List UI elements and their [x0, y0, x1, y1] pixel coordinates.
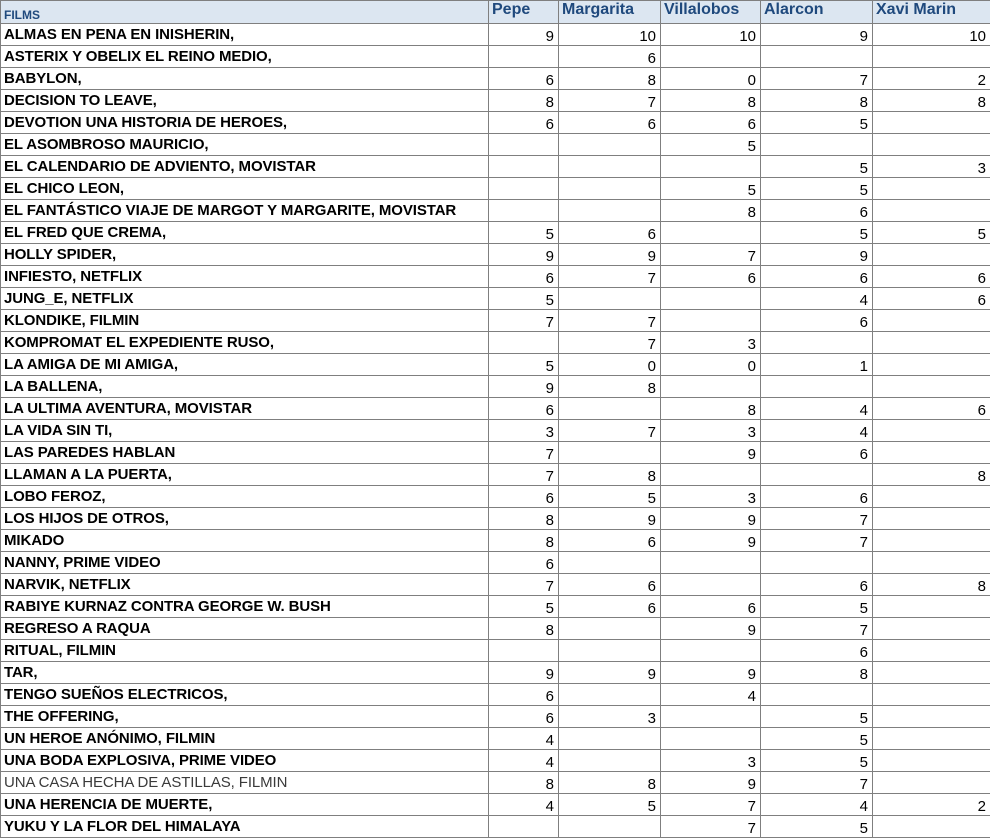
score-cell-margarita[interactable] [559, 816, 661, 838]
score-cell-alarcon[interactable] [761, 552, 873, 574]
score-cell-villalobos[interactable]: 9 [661, 618, 761, 640]
score-cell-pepe[interactable] [489, 816, 559, 838]
table-row [1, 288, 990, 310]
score-cell-xavi-marin[interactable] [873, 178, 990, 200]
film-title-cell[interactable]: BABYLON, [1, 68, 489, 90]
table-row [1, 596, 990, 618]
score-cell-xavi-marin[interactable] [873, 420, 990, 442]
score-cell-margarita[interactable]: 8 [559, 376, 661, 398]
table-row [1, 310, 990, 332]
score-cell-villalobos[interactable] [661, 552, 761, 574]
film-title-cell[interactable]: UNA CASA HECHA DE ASTILLAS, FILMIN [1, 772, 489, 794]
table-row [1, 684, 990, 706]
score-cell-xavi-marin[interactable] [873, 376, 990, 398]
table-row [1, 618, 990, 640]
score-cell-pepe[interactable] [489, 134, 559, 156]
score-cell-alarcon[interactable]: 6 [761, 200, 873, 222]
film-title-cell[interactable]: LA BALLENA, [1, 376, 489, 398]
film-title-cell[interactable]: UN HEROE ANÓNIMO, FILMIN [1, 728, 489, 750]
score-cell-xavi-marin[interactable]: 6 [873, 398, 990, 420]
film-title-cell[interactable]: LOBO FEROZ, [1, 486, 489, 508]
score-cell-pepe[interactable]: 8 [489, 618, 559, 640]
film-title-cell[interactable]: UNA BODA EXPLOSIVA, PRIME VIDEO [1, 750, 489, 772]
score-cell-xavi-marin[interactable] [873, 486, 990, 508]
film-title-cell[interactable]: DEVOTION UNA HISTORIA DE HEROES, [1, 112, 489, 134]
score-cell-margarita[interactable]: 7 [559, 420, 661, 442]
score-cell-margarita[interactable] [559, 750, 661, 772]
score-cell-alarcon[interactable]: 5 [761, 178, 873, 200]
score-cell-alarcon[interactable]: 4 [761, 420, 873, 442]
table-row [1, 24, 990, 46]
score-cell-alarcon[interactable]: 7 [761, 508, 873, 530]
score-cell-pepe[interactable]: 6 [489, 684, 559, 706]
score-cell-alarcon[interactable] [761, 46, 873, 68]
score-cell-pepe[interactable]: 5 [489, 288, 559, 310]
table-row [1, 464, 990, 486]
score-cell-margarita[interactable]: 6 [559, 596, 661, 618]
score-cell-margarita[interactable]: 6 [559, 46, 661, 68]
score-cell-pepe[interactable]: 6 [489, 486, 559, 508]
score-cell-margarita[interactable] [559, 684, 661, 706]
score-cell-alarcon[interactable]: 5 [761, 728, 873, 750]
score-cell-pepe[interactable]: 7 [489, 442, 559, 464]
score-cell-pepe[interactable]: 5 [489, 354, 559, 376]
score-cell-villalobos[interactable]: 3 [661, 486, 761, 508]
film-title-cell[interactable]: KLONDIKE, FILMIN [1, 310, 489, 332]
table-row [1, 816, 990, 838]
score-cell-pepe[interactable]: 8 [489, 508, 559, 530]
film-title-cell[interactable]: RABIYE KURNAZ CONTRA GEORGE W. BUSH [1, 596, 489, 618]
score-cell-xavi-marin[interactable] [873, 354, 990, 376]
film-title-cell[interactable]: NARVIK, NETFLIX [1, 574, 489, 596]
score-cell-alarcon[interactable] [761, 332, 873, 354]
score-cell-villalobos[interactable]: 8 [661, 90, 761, 112]
score-cell-alarcon[interactable]: 5 [761, 112, 873, 134]
film-title-cell[interactable]: UNA HERENCIA DE MUERTE, [1, 794, 489, 816]
score-cell-margarita[interactable]: 9 [559, 662, 661, 684]
film-title-cell[interactable]: LOS HIJOS DE OTROS, [1, 508, 489, 530]
header-villalobos[interactable]: Villalobos [661, 1, 761, 24]
score-cell-alarcon[interactable] [761, 376, 873, 398]
score-cell-alarcon[interactable]: 6 [761, 442, 873, 464]
film-title-cell[interactable]: RITUAL, FILMIN [1, 640, 489, 662]
score-cell-villalobos[interactable] [661, 706, 761, 728]
score-cell-margarita[interactable]: 7 [559, 90, 661, 112]
score-cell-xavi-marin[interactable] [873, 772, 990, 794]
score-cell-xavi-marin[interactable] [873, 332, 990, 354]
score-cell-xavi-marin[interactable]: 5 [873, 222, 990, 244]
score-cell-villalobos[interactable] [661, 156, 761, 178]
score-cell-margarita[interactable] [559, 442, 661, 464]
header-margarita[interactable]: Margarita [559, 1, 661, 24]
score-cell-margarita[interactable]: 6 [559, 112, 661, 134]
score-cell-pepe[interactable]: 4 [489, 794, 559, 816]
score-cell-margarita[interactable]: 7 [559, 310, 661, 332]
score-cell-alarcon[interactable] [761, 464, 873, 486]
table-row [1, 46, 990, 68]
table-row [1, 662, 990, 684]
score-cell-margarita[interactable] [559, 398, 661, 420]
table-row [1, 90, 990, 112]
score-cell-villalobos[interactable]: 9 [661, 772, 761, 794]
score-cell-villalobos[interactable] [661, 464, 761, 486]
score-cell-xavi-marin[interactable]: 8 [873, 90, 990, 112]
table-row [1, 574, 990, 596]
score-cell-xavi-marin[interactable] [873, 552, 990, 574]
table-row [1, 222, 990, 244]
score-cell-villalobos[interactable] [661, 310, 761, 332]
score-cell-margarita[interactable]: 10 [559, 24, 661, 46]
score-cell-margarita[interactable] [559, 288, 661, 310]
score-cell-xavi-marin[interactable]: 2 [873, 68, 990, 90]
score-cell-alarcon[interactable]: 6 [761, 266, 873, 288]
score-cell-margarita[interactable]: 5 [559, 486, 661, 508]
score-cell-margarita[interactable]: 8 [559, 772, 661, 794]
score-cell-margarita[interactable]: 9 [559, 508, 661, 530]
score-cell-xavi-marin[interactable] [873, 46, 990, 68]
table-row [1, 178, 990, 200]
score-cell-xavi-marin[interactable] [873, 134, 990, 156]
score-cell-pepe[interactable]: 8 [489, 530, 559, 552]
score-cell-margarita[interactable]: 8 [559, 464, 661, 486]
score-cell-villalobos[interactable] [661, 640, 761, 662]
film-title-cell[interactable]: EL FANTÁSTICO VIAJE DE MARGOT Y MARGARITE, MOVISTAR [1, 200, 489, 222]
score-cell-pepe[interactable]: 4 [489, 728, 559, 750]
score-cell-pepe[interactable] [489, 156, 559, 178]
score-cell-margarita[interactable]: 8 [559, 68, 661, 90]
score-cell-pepe[interactable]: 9 [489, 24, 559, 46]
score-cell-margarita[interactable] [559, 552, 661, 574]
table-row [1, 486, 990, 508]
score-cell-xavi-marin[interactable]: 10 [873, 24, 990, 46]
score-cell-margarita[interactable]: 5 [559, 794, 661, 816]
film-title-cell[interactable]: ALMAS EN PENA EN INISHERIN, [1, 24, 489, 46]
score-cell-pepe[interactable]: 7 [489, 464, 559, 486]
score-cell-villalobos[interactable]: 6 [661, 112, 761, 134]
score-cell-villalobos[interactable]: 10 [661, 24, 761, 46]
score-cell-margarita[interactable] [559, 618, 661, 640]
table-row [1, 398, 990, 420]
table-row [1, 640, 990, 662]
score-cell-xavi-marin[interactable]: 6 [873, 266, 990, 288]
score-cell-pepe[interactable]: 6 [489, 112, 559, 134]
score-cell-pepe[interactable]: 6 [489, 706, 559, 728]
score-cell-xavi-marin[interactable] [873, 750, 990, 772]
film-title-cell[interactable]: YUKU Y LA FLOR DEL HIMALAYA [1, 816, 489, 838]
header-films[interactable]: FILMS [1, 1, 489, 24]
score-cell-alarcon[interactable]: 7 [761, 772, 873, 794]
score-cell-pepe[interactable]: 7 [489, 574, 559, 596]
score-cell-margarita[interactable] [559, 200, 661, 222]
score-cell-pepe[interactable]: 4 [489, 750, 559, 772]
film-title-cell[interactable]: THE OFFERING, [1, 706, 489, 728]
score-cell-margarita[interactable] [559, 640, 661, 662]
score-cell-alarcon[interactable]: 4 [761, 794, 873, 816]
score-cell-alarcon[interactable]: 8 [761, 662, 873, 684]
score-cell-margarita[interactable]: 6 [559, 222, 661, 244]
score-cell-villalobos[interactable] [661, 46, 761, 68]
score-cell-villalobos[interactable]: 9 [661, 530, 761, 552]
film-title-cell[interactable]: TENGO SUEÑOS ELECTRICOS, [1, 684, 489, 706]
score-cell-xavi-marin[interactable]: 2 [873, 794, 990, 816]
film-title-cell[interactable]: EL CALENDARIO DE ADVIENTO, MOVISTAR [1, 156, 489, 178]
score-cell-pepe[interactable]: 5 [489, 222, 559, 244]
film-title-cell[interactable]: LA ULTIMA AVENTURA, MOVISTAR [1, 398, 489, 420]
score-cell-villalobos[interactable]: 3 [661, 420, 761, 442]
score-cell-alarcon[interactable]: 6 [761, 574, 873, 596]
score-cell-villalobos[interactable] [661, 728, 761, 750]
score-cell-xavi-marin[interactable] [873, 596, 990, 618]
film-title-cell[interactable]: ASTERIX Y OBELIX EL REINO MEDIO, [1, 46, 489, 68]
score-cell-margarita[interactable]: 6 [559, 530, 661, 552]
score-cell-alarcon[interactable]: 5 [761, 706, 873, 728]
table-row [1, 750, 990, 772]
score-cell-alarcon[interactable]: 7 [761, 530, 873, 552]
table-row [1, 420, 990, 442]
score-cell-xavi-marin[interactable] [873, 618, 990, 640]
score-cell-margarita[interactable] [559, 728, 661, 750]
table-row [1, 332, 990, 354]
score-cell-alarcon[interactable]: 9 [761, 24, 873, 46]
film-title-cell[interactable]: NANNY, PRIME VIDEO [1, 552, 489, 574]
score-cell-villalobos[interactable]: 9 [661, 662, 761, 684]
film-title-cell[interactable]: EL ASOMBROSO MAURICIO, [1, 134, 489, 156]
score-cell-margarita[interactable]: 9 [559, 244, 661, 266]
score-cell-villalobos[interactable]: 7 [661, 244, 761, 266]
score-cell-alarcon[interactable]: 5 [761, 596, 873, 618]
score-cell-margarita[interactable]: 7 [559, 332, 661, 354]
score-cell-xavi-marin[interactable]: 6 [873, 288, 990, 310]
score-cell-alarcon[interactable]: 6 [761, 486, 873, 508]
score-cell-xavi-marin[interactable] [873, 662, 990, 684]
score-cell-pepe[interactable]: 6 [489, 398, 559, 420]
score-cell-pepe[interactable] [489, 46, 559, 68]
table-row [1, 530, 990, 552]
table-row [1, 794, 990, 816]
score-cell-villalobos[interactable]: 9 [661, 508, 761, 530]
film-title-cell[interactable]: EL CHICO LEON, [1, 178, 489, 200]
score-cell-pepe[interactable]: 5 [489, 596, 559, 618]
score-cell-pepe[interactable]: 9 [489, 244, 559, 266]
score-cell-xavi-marin[interactable] [873, 244, 990, 266]
table-row [1, 112, 990, 134]
score-cell-alarcon[interactable]: 7 [761, 618, 873, 640]
score-cell-alarcon[interactable]: 6 [761, 310, 873, 332]
score-cell-pepe[interactable] [489, 200, 559, 222]
score-cell-villalobos[interactable]: 6 [661, 266, 761, 288]
score-cell-pepe[interactable]: 8 [489, 772, 559, 794]
score-cell-alarcon[interactable]: 6 [761, 640, 873, 662]
table-row [1, 244, 990, 266]
score-cell-villalobos[interactable]: 4 [661, 684, 761, 706]
score-cell-villalobos[interactable]: 3 [661, 332, 761, 354]
score-cell-margarita[interactable]: 3 [559, 706, 661, 728]
score-cell-pepe[interactable]: 9 [489, 662, 559, 684]
score-cell-xavi-marin[interactable] [873, 508, 990, 530]
score-cell-xavi-marin[interactable] [873, 816, 990, 838]
score-cell-alarcon[interactable]: 5 [761, 222, 873, 244]
film-title-cell[interactable]: LA AMIGA DE MI AMIGA, [1, 354, 489, 376]
score-cell-villalobos[interactable] [661, 288, 761, 310]
score-cell-pepe[interactable]: 3 [489, 420, 559, 442]
score-cell-margarita[interactable]: 6 [559, 574, 661, 596]
table-row [1, 552, 990, 574]
table-header [1, 1, 990, 24]
table-row [1, 442, 990, 464]
score-cell-xavi-marin[interactable] [873, 442, 990, 464]
score-cell-villalobos[interactable] [661, 222, 761, 244]
score-cell-xavi-marin[interactable] [873, 706, 990, 728]
score-cell-villalobos[interactable]: 0 [661, 354, 761, 376]
film-title-cell[interactable]: DECISION TO LEAVE, [1, 90, 489, 112]
film-title-cell[interactable]: MIKADO [1, 530, 489, 552]
table-row [1, 706, 990, 728]
score-cell-margarita[interactable] [559, 156, 661, 178]
score-cell-margarita[interactable]: 0 [559, 354, 661, 376]
score-cell-margarita[interactable] [559, 134, 661, 156]
film-title-cell[interactable]: KOMPROMAT EL EXPEDIENTE RUSO, [1, 332, 489, 354]
score-cell-alarcon[interactable]: 9 [761, 244, 873, 266]
score-cell-xavi-marin[interactable] [873, 530, 990, 552]
score-cell-alarcon[interactable] [761, 134, 873, 156]
table-row [1, 376, 990, 398]
score-cell-xavi-marin[interactable] [873, 640, 990, 662]
score-cell-xavi-marin[interactable] [873, 684, 990, 706]
film-title-cell[interactable]: TAR, [1, 662, 489, 684]
header-row [1, 1, 990, 24]
table-row [1, 266, 990, 288]
score-cell-pepe[interactable]: 6 [489, 266, 559, 288]
score-cell-margarita[interactable] [559, 178, 661, 200]
score-cell-xavi-marin[interactable] [873, 310, 990, 332]
score-cell-alarcon[interactable]: 5 [761, 816, 873, 838]
score-cell-alarcon[interactable] [761, 684, 873, 706]
score-cell-alarcon[interactable]: 1 [761, 354, 873, 376]
film-title-cell[interactable]: INFIESTO, NETFLIX [1, 266, 489, 288]
film-title-cell[interactable]: JUNG_E, NETFLIX [1, 288, 489, 310]
table-row [1, 200, 990, 222]
score-cell-villalobos[interactable]: 8 [661, 200, 761, 222]
table-row [1, 156, 990, 178]
film-title-cell[interactable]: LLAMAN A LA PUERTA, [1, 464, 489, 486]
score-cell-pepe[interactable]: 6 [489, 68, 559, 90]
table-row [1, 354, 990, 376]
score-cell-villalobos[interactable]: 5 [661, 178, 761, 200]
score-cell-alarcon[interactable]: 5 [761, 750, 873, 772]
score-cell-xavi-marin[interactable]: 8 [873, 574, 990, 596]
film-title-cell[interactable]: HOLLY SPIDER, [1, 244, 489, 266]
score-cell-pepe[interactable]: 6 [489, 552, 559, 574]
score-cell-pepe[interactable]: 7 [489, 310, 559, 332]
score-cell-pepe[interactable] [489, 640, 559, 662]
score-cell-villalobos[interactable]: 0 [661, 68, 761, 90]
score-cell-villalobos[interactable]: 5 [661, 134, 761, 156]
film-title-cell[interactable]: REGRESO A RAQUA [1, 618, 489, 640]
score-cell-alarcon[interactable]: 5 [761, 156, 873, 178]
score-cell-xavi-marin[interactable] [873, 200, 990, 222]
film-title-cell[interactable]: LAS PAREDES HABLAN [1, 442, 489, 464]
header-xavi-marin[interactable]: Xavi Marin [873, 1, 990, 24]
score-cell-alarcon[interactable]: 7 [761, 68, 873, 90]
score-cell-xavi-marin[interactable] [873, 112, 990, 134]
table-row [1, 68, 990, 90]
table-body [1, 24, 990, 838]
film-title-cell[interactable]: LA VIDA SIN TI, [1, 420, 489, 442]
score-cell-xavi-marin[interactable] [873, 728, 990, 750]
score-cell-pepe[interactable] [489, 332, 559, 354]
score-cell-villalobos[interactable]: 3 [661, 750, 761, 772]
score-cell-margarita[interactable]: 7 [559, 266, 661, 288]
score-cell-villalobos[interactable]: 7 [661, 794, 761, 816]
header-pepe[interactable]: Pepe [489, 1, 559, 24]
film-title-cell[interactable]: EL FRED QUE CREMA, [1, 222, 489, 244]
score-cell-pepe[interactable]: 9 [489, 376, 559, 398]
score-cell-villalobos[interactable] [661, 574, 761, 596]
score-cell-alarcon[interactable]: 4 [761, 398, 873, 420]
score-cell-xavi-marin[interactable]: 3 [873, 156, 990, 178]
table-row [1, 772, 990, 794]
score-cell-alarcon[interactable]: 8 [761, 90, 873, 112]
table-row [1, 508, 990, 530]
table-row [1, 728, 990, 750]
score-cell-villalobos[interactable] [661, 376, 761, 398]
score-cell-villalobos[interactable]: 8 [661, 398, 761, 420]
table-row [1, 134, 990, 156]
score-cell-villalobos[interactable]: 9 [661, 442, 761, 464]
header-alarcon[interactable]: Alarcon [761, 1, 873, 24]
score-cell-villalobos[interactable]: 6 [661, 596, 761, 618]
score-cell-villalobos[interactable]: 7 [661, 816, 761, 838]
score-cell-xavi-marin[interactable]: 8 [873, 464, 990, 486]
score-cell-pepe[interactable] [489, 178, 559, 200]
score-cell-pepe[interactable]: 8 [489, 90, 559, 112]
score-cell-alarcon[interactable]: 4 [761, 288, 873, 310]
